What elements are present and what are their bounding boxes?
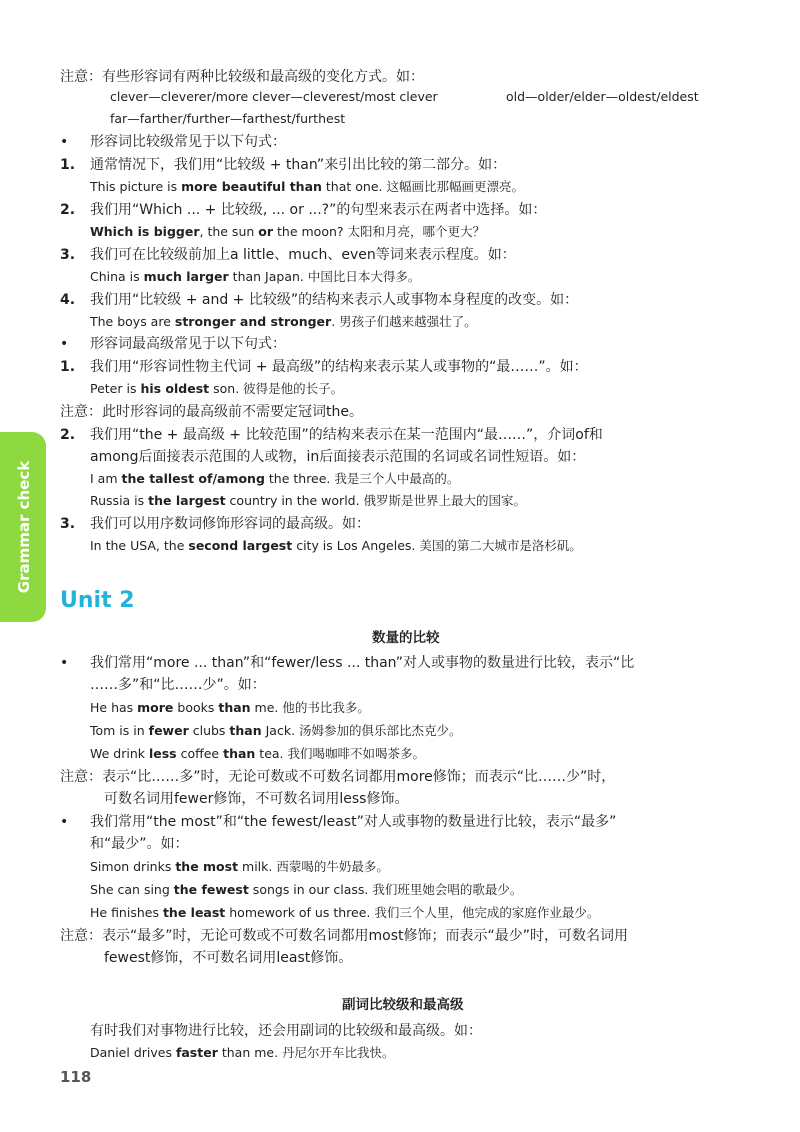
- superlative-rule-3: 我们可以用序数词修饰形容词的最高级。如：: [90, 516, 370, 532]
- quantity-example-5: She can sing the fewest songs in our class. 我们班里她会唱的歌最少。: [90, 882, 523, 897]
- superlative-rule-2a: 我们用“the + 最高级 + 比较范围”的结构来表示在某一范围内“最……”，介词of和: [90, 427, 603, 443]
- bullet-icon: •: [60, 655, 69, 671]
- example-clever: clever—cleverer/more clever—cleverest/most clever: [110, 89, 438, 104]
- comparative-heading: 形容词比较级常见于以下句式：: [90, 134, 286, 150]
- comparative-rule-2: 我们用“Which ... + 比较级, ... or ...?”的句型来表示在两者中选择。如：: [90, 202, 547, 218]
- quantity-example-3: We drink less coffee than tea. 我们喝咖啡不如喝茶多。: [90, 746, 426, 761]
- quantity-rule-1a: 我们常用“more ... than”和“fewer/less ... than”对人或事物的数量进行比较，表示“比: [90, 655, 635, 671]
- quantity-rule-2a: 我们常用“the most”和“the fewest/least”对人或事物的数量进行比较，表示“最多”: [90, 814, 617, 830]
- bullet-icon: •: [60, 134, 69, 150]
- quantity-note-1b: 可数名词用fewer修饰，不可数名词用less修饰。: [104, 791, 409, 807]
- quantity-section-title: 数量的比较: [372, 630, 440, 646]
- comparative-example-2: Which is bigger, the sun or the moon? 太阳和月亮，哪个更大？: [90, 224, 485, 239]
- page-number: 118: [60, 1068, 92, 1086]
- adverb-rule: 有时我们对事物进行比较，还会用副词的比较级和最高级。如：: [90, 1023, 482, 1039]
- quantity-example-1: He has more books than me. 他的书比我多。: [90, 700, 370, 715]
- unit-title: Unit 2: [60, 588, 135, 613]
- superlative-heading: 形容词最高级常见于以下句式：: [90, 336, 286, 352]
- item-number: 3.: [60, 516, 76, 532]
- superlative-rule-2b: among后面接表示范围的人或物，in后面接表示范围的名词或名词性短语。如：: [90, 449, 586, 465]
- superlative-rule-1: 我们用“形容词性物主代词 + 最高级”的结构来表示某人或事物的“最……”。如：: [90, 359, 588, 375]
- quantity-example-2: Tom is in fewer clubs than Jack. 汤姆参加的俱乐部比杰克少。: [90, 723, 462, 738]
- note-intro: 注意：有些形容词有两种比较级和最高级的变化方式。如：: [60, 69, 424, 85]
- superlative-example-1: Peter is his oldest son. 彼得是他的长子。: [90, 381, 344, 396]
- bullet-icon: •: [60, 336, 69, 352]
- comparative-example-1: This picture is more beautiful than that one. 这幅画比那幅画更漂亮。: [90, 179, 524, 194]
- quantity-example-6: He finishes the least homework of us three. 我们三个人里，他完成的家庭作业最少。: [90, 905, 600, 920]
- item-number: 1.: [60, 157, 76, 173]
- item-number: 3.: [60, 247, 76, 263]
- adverb-section-title: 副词比较级和最高级: [342, 997, 464, 1013]
- quantity-rule-2b: 和“最少”。如：: [90, 836, 189, 852]
- item-number: 2.: [60, 427, 76, 443]
- comparative-rule-1: 通常情况下，我们用“比较级 + than”来引出比较的第二部分。如：: [90, 157, 507, 173]
- superlative-example-2b: Russia is the largest country in the world. 俄罗斯是世界上最大的国家。: [90, 493, 527, 508]
- side-tab: [0, 432, 46, 622]
- quantity-note-1a: 注意：表示“比……多”时，无论可数或不可数名词都用more修饰；而表示“比……少”时，: [60, 769, 616, 785]
- item-number: 4.: [60, 292, 76, 308]
- quantity-example-4: Simon drinks the most milk. 西蒙喝的牛奶最多。: [90, 859, 389, 874]
- quantity-rule-1b: ……多”和“比……少”。如：: [90, 677, 266, 693]
- example-old: old—older/elder—oldest/eldest: [506, 89, 699, 104]
- comparative-rule-4: 我们用“比较级 + and + 比较级”的结构来表示人或事物本身程度的改变。如：: [90, 292, 579, 308]
- quantity-note-2a: 注意：表示“最多”时，无论可数或不可数名词都用most修饰；而表示“最少”时，可数名词用: [60, 928, 628, 944]
- comparative-example-4: The boys are stronger and stronger. 男孩子们越来越强壮了。: [90, 314, 477, 329]
- comparative-rule-3: 我们可在比较级前加上a little、much、even等词来表示程度。如：: [90, 247, 516, 263]
- adverb-example: Daniel drives faster than me. 丹尼尔开车比我快。: [90, 1045, 395, 1060]
- quantity-note-2b: fewest修饰，不可数名词用least修饰。: [104, 950, 353, 966]
- superlative-example-2a: I am the tallest of/among the three. 我是三个人中最高的。: [90, 471, 460, 486]
- example-far: far—farther/further—farthest/furthest: [110, 111, 346, 126]
- superlative-example-3: In the USA, the second largest city is Los Angeles. 美国的第二大城市是洛杉矶。: [90, 538, 582, 553]
- bullet-icon: •: [60, 814, 69, 830]
- superlative-note: 注意：此时形容词的最高级前不需要定冠词the。: [60, 404, 363, 420]
- item-number: 1.: [60, 359, 76, 375]
- item-number: 2.: [60, 202, 76, 218]
- comparative-example-3: China is much larger than Japan. 中国比日本大得多。: [90, 269, 421, 284]
- side-tab-label: Grammar check: [15, 460, 33, 594]
